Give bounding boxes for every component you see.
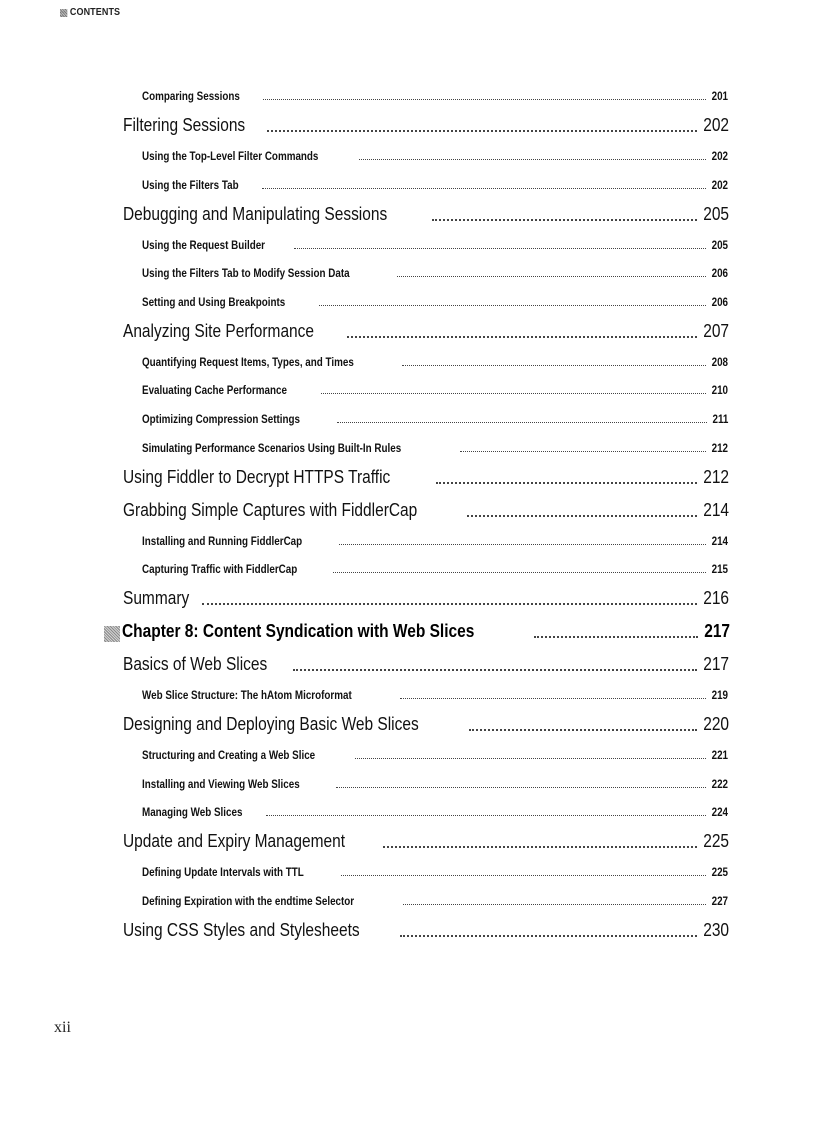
toc-entry-title: Designing and Deploying Basic Web Slices — [123, 714, 419, 735]
toc-entry-page: 225 — [711, 865, 728, 880]
toc-subsection-entry[interactable] — [142, 441, 728, 455]
dot-leader — [262, 188, 706, 189]
toc-subsection-entry[interactable] — [142, 805, 728, 819]
toc-entry-title: Installing and Viewing Web Slices — [142, 776, 300, 791]
toc-section-entry[interactable] — [123, 831, 729, 852]
toc-subsection-entry[interactable] — [142, 534, 728, 548]
toc-subsection-entry[interactable] — [142, 238, 728, 252]
dot-leader — [321, 393, 706, 394]
toc-entry-page: 210 — [711, 383, 728, 398]
toc-entry-page: 206 — [711, 294, 728, 309]
toc-entry-page: 206 — [711, 266, 728, 281]
page-number: xii — [54, 1019, 71, 1036]
toc-entry-page: 217 — [704, 621, 730, 642]
dot-leader — [263, 99, 706, 100]
toc-entry-title: Defining Update Intervals with TTL — [142, 865, 304, 880]
dot-leader — [460, 451, 706, 452]
toc-entry-title: Managing Web Slices — [142, 805, 243, 820]
dot-leader — [293, 669, 697, 671]
toc-entry-page: 216 — [703, 588, 729, 609]
toc-entry-title: Using the Request Builder — [142, 237, 266, 252]
square-bullet-icon — [60, 9, 67, 17]
toc-entry-page: 215 — [711, 562, 728, 577]
toc-entry-title: Defining Expiration with the endtime Selector — [142, 894, 355, 908]
toc-entry-title: Filtering Sessions — [123, 115, 246, 135]
dot-leader — [347, 336, 697, 338]
dot-leader — [402, 365, 706, 366]
running-header — [60, 7, 120, 18]
toc-subsection-entry[interactable] — [142, 295, 728, 309]
toc-entry-page: 222 — [711, 776, 728, 791]
chapter-marker-icon — [104, 626, 120, 642]
toc-entry-page: 224 — [711, 805, 728, 820]
toc-entry-title: Basics of Web Slices — [123, 654, 268, 675]
dot-leader — [294, 248, 706, 249]
toc-entry-page: 211 — [712, 412, 728, 426]
toc-section-entry[interactable] — [123, 714, 729, 735]
toc-entry-title: Quantifying Request Items, Types, and Times — [142, 354, 354, 369]
toc-entry-title: Setting and Using Breakpoints — [142, 294, 286, 309]
toc-section-entry[interactable] — [123, 204, 729, 225]
toc-entry-page: 220 — [703, 714, 729, 735]
toc-section-entry[interactable] — [123, 588, 729, 609]
toc-section-entry[interactable] — [123, 500, 729, 521]
dot-leader — [341, 875, 706, 876]
dot-leader — [359, 159, 706, 160]
toc-entry-page: 227 — [711, 894, 728, 908]
dot-leader — [339, 544, 706, 545]
toc-subsection-entry[interactable] — [142, 865, 728, 879]
toc-entry-title: Using Fiddler to Decrypt HTTPS Traffic — [123, 466, 391, 487]
dot-leader — [337, 422, 707, 423]
toc-subsection-entry[interactable] — [142, 178, 728, 192]
toc-entry-title: Using the Filters Tab to Modify Session Data — [142, 266, 350, 281]
toc-section-entry[interactable] — [123, 467, 729, 488]
toc-entry-title: Update and Expiry Management — [123, 831, 346, 852]
toc-subsection-entry[interactable] — [142, 266, 728, 280]
dot-leader — [397, 276, 706, 277]
dot-leader — [202, 603, 697, 605]
toc-entry-title: Using the Top-Level Filter Commands — [142, 149, 319, 163]
dot-leader — [432, 219, 697, 221]
toc-entry-title: Chapter 8: Content Syndication with Web Slices — [122, 621, 475, 642]
dot-leader — [319, 305, 706, 306]
toc-entry-title: Summary — [123, 588, 190, 609]
toc-entry-title: Comparing Sessions — [142, 89, 240, 103]
toc-entry-page: 207 — [703, 320, 729, 341]
toc-subsection-entry[interactable] — [142, 89, 728, 103]
toc-subsection-entry[interactable] — [142, 777, 728, 791]
dot-leader — [400, 698, 706, 699]
toc-entry-title: Using the Filters Tab — [142, 177, 239, 192]
toc-entry-title: Optimizing Compression Settings — [142, 412, 301, 426]
toc-entry-page: 219 — [711, 688, 728, 703]
toc-entry-page: 214 — [703, 499, 729, 520]
toc-entry-page: 208 — [711, 354, 728, 369]
toc-entry-page: 202 — [711, 149, 728, 163]
toc-subsection-entry[interactable] — [142, 688, 728, 702]
dot-leader — [355, 758, 706, 759]
toc-entry-title: Analyzing Site Performance — [123, 320, 315, 341]
toc-subsection-entry[interactable] — [142, 355, 728, 369]
dot-leader — [266, 815, 705, 816]
toc-subsection-entry[interactable] — [142, 383, 728, 397]
running-header-label: CONTENTS — [69, 7, 121, 18]
dot-leader — [267, 130, 697, 132]
dot-leader — [534, 636, 698, 638]
toc-entry-page: 225 — [703, 831, 729, 852]
toc-entry-title: Web Slice Structure: The hAtom Microformat — [142, 688, 352, 703]
toc-entry-title: Grabbing Simple Captures with FiddlerCap — [123, 499, 418, 520]
toc-section-entry[interactable] — [123, 654, 729, 675]
toc-chapter-entry[interactable] — [104, 621, 730, 642]
toc-entry-page: 205 — [703, 203, 729, 224]
dot-leader — [467, 515, 697, 517]
toc-entry-title: Evaluating Cache Performance — [142, 383, 287, 398]
toc-section-entry[interactable] — [123, 920, 729, 941]
toc-entry-page: 221 — [711, 748, 728, 763]
toc-subsection-entry[interactable] — [142, 562, 728, 576]
dot-leader — [403, 904, 706, 905]
dot-leader — [400, 935, 697, 937]
toc-entry-title: Structuring and Creating a Web Slice — [142, 748, 316, 763]
dot-leader — [436, 482, 697, 484]
dot-leader — [333, 572, 706, 573]
toc-entry-page: 205 — [711, 237, 728, 252]
toc-subsection-entry[interactable] — [142, 894, 728, 908]
toc-section-entry[interactable] — [123, 115, 729, 136]
toc-entry-title: Simulating Performance Scenarios Using Built-In Rules — [142, 440, 402, 455]
toc-entry-page: 202 — [711, 177, 728, 192]
toc-entry-page: 230 — [703, 920, 729, 940]
toc-entry-title: Capturing Traffic with FiddlerCap — [142, 562, 298, 577]
toc-subsection-entry[interactable] — [142, 149, 728, 163]
dot-leader — [469, 729, 697, 731]
dot-leader — [336, 787, 706, 788]
toc-subsection-entry[interactable] — [142, 412, 728, 426]
toc-entry-page: 212 — [703, 466, 729, 487]
toc-subsection-entry[interactable] — [142, 748, 728, 762]
toc-entry-title: Installing and Running FiddlerCap — [142, 533, 303, 548]
toc-entry-page: 202 — [703, 115, 729, 135]
toc-entry-page: 217 — [703, 654, 729, 675]
toc-entry-page: 212 — [711, 440, 728, 455]
toc-entry-title: Using CSS Styles and Stylesheets — [123, 920, 360, 940]
toc-entry-page: 201 — [711, 89, 728, 103]
toc-entry-title: Debugging and Manipulating Sessions — [123, 203, 388, 224]
toc-section-entry[interactable] — [123, 321, 729, 342]
toc-entry-page: 214 — [711, 533, 728, 548]
dot-leader — [383, 846, 697, 848]
